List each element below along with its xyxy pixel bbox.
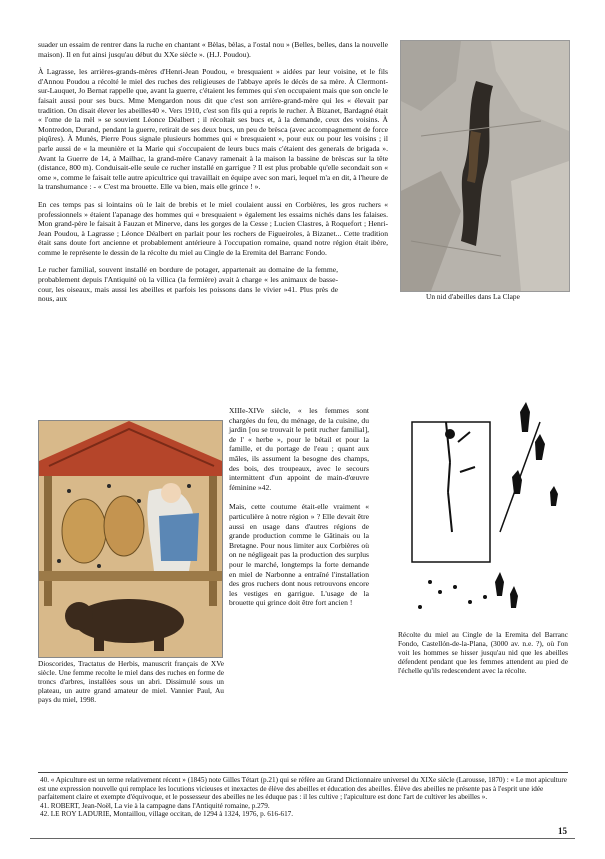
paragraph-4: Le rucher familial, souvent installé en bordure de potager, appartenait au domaine de la femme, probablement depuis l'Antiquité où la villica (la fermière) avait à charge « les animaux de basse-cour, les oiseaux, mais aussi les abeilles et parfois les poissons dans le vivier »41. Plus près de nous, aux <box>38 265 338 304</box>
honey-harvest-drawing <box>400 382 568 624</box>
footnote-41: 41. ROBERT, Jean-Noël, La vie à la campagne dans l'Antiquité romaine, p.279. <box>40 801 270 810</box>
paragraph-3: En ces temps pas si lointains où le lait de brebis et le miel coulaient aussi en Corbières, les gros ruchers « professionnels » étaient l'apanage des hommes qui « bresquaient » également les essaims nichés dans les falaises. Mon grand-père le faisait à Fauzan et Minerve, dans les gorges de la Cesse ; Lucien Clastres, à Roquefort ; Henri-Jean Poudou, à Lagrasse ; Léonce Déalbert en parlait pour les rochers de Figueiroles, à Bizanet... Cette tradition était sans doute fort ancienne et probablement antérieure à l'occupation romaine, quand notre région était ibère, comme le représente le dessin de la récolte du miel au Cingle de la Eremita del Barranc Fondo. <box>38 199 388 257</box>
rock-crevice-image <box>401 41 569 291</box>
paragraph-5: XIIIe-XIVe siècle, « les femmes sont chargées du feu, du ménage, de la cuisine, du jardin [ou se trouvait le petit rucher familial], de l' « herbe », pour le bétail et pour la famille, et du portage de l'eau ; quant aux mâles, ils assument la besogne des champs, des bois, des troupeaux, avec le secours intermittent d'un appoint de main-d'œuvre féminine »42. <box>229 406 369 492</box>
footnotes <box>38 772 568 819</box>
manuscript-caption: Dioscorides, Tractatus de Herbis, manuscrit français de XVe siècle. Une femme recolte le miel dans des ruches en forme de troncs d'arbres, installées sous un abri. Dissimulé sous un plateau, un autre grand amateur de miel. Vannier Paul, Au pays du miel, 1998. <box>38 659 224 704</box>
bottom-rule <box>30 838 575 839</box>
footnote-40: 40. « Apiculture est un terme relativement récent » (1845) note Gilles Tétart (p.21) qui se réfère au Grand Dictionnaire universel du XIXe siècle (Larousse, 1870) : « Le mot apiculture est une expression nouvelle qui remplace les locutions vicieuses et inexactes de élève des abeilles et éducation des abeilles. Élève des abeilles ne présente pas à l'esprit une idée parfaitement claire et exempte d'équivoque, et le possesseur des abeilles ne les éduque pas : il les cultive ; l'apiculture est donc l'art de cultiver les abeilles ». <box>38 776 567 802</box>
main-text-column <box>38 40 388 304</box>
bee-nest-photo <box>400 40 570 292</box>
footnote-42: 42. LE ROY LADURIE, Montaillou, village occitan, de 1294 à 1324, 1976, p. 616-617. <box>40 810 294 819</box>
footnote-rule <box>38 772 568 773</box>
drawing-caption: Récolte du miel au Cingle de la Eremita del Barranc Fondo, Castellón-de-la-Plana, (3000 av. n.e. ?), où l'on voit les hommes se hisser jusqu'au nid que les abeilles défendent pendant que les femmes attendent au pied de l'échelle qu'ils redescendent avec la récolte. <box>398 630 568 675</box>
paragraph-2: À Lagrasse, les arrières-grands-mères d'Henri-Jean Poudou, « bresquaient » aidées par leur voisine, et le fils d'Annou Poudou a récolté le miel des ruches des religieuses de l'abbaye après le décès de sa mère. À Clermont-sur-Lauquet, Jo Bernat rappelle que, avant la guerre, c'étaient les femmes qui s'en occupaient mais que son oncle le faisait aussi pour ses bucs. Mme Mengardon nous dit que c'est son arrière-grand-mère qui les « élevait par tradition. On disait élever les abeilles40 ». Vers 1910, c'est son fils qui a repris le rucher. À Bizanet, Bardagné était « l'ome de la mèl » se souvient Léonce Déalbert ; il récoltait ses bucs et, à la demande, ceux des voisins. À Montredon, Durand, pendant la guerre, retirait de ses deux bucs, un peu de brèsca (avec accompagnement de force piqûres). À Munès, Pierre Pous signale plusieurs hommes qui « bresquaient », pour eux ou pour les voisins ; il parle aussi de « la meunière et la Marie qui s'occupaient de leurs bucs mais c'étaient des generals de brigada ». Avant la Guerre de 14, à Mailhac, la grand-mère Canavy ramenait à la maison la bassine de brèscas sur la tête (distance, 800 m). Conduisait-elle seule ce rucher installé en garrigue ? Il est plus probable qu'elle secondait son « ome », comme le faisait telle autre apicultrice qui travaillait en équipe avec son mari, lequel m'a en dit, à l'heure de la transhumance : - « C'est ma brouette. Elle va bien, mais elle grince ! ». <box>38 67 388 192</box>
cave-painting-drawing <box>400 382 568 624</box>
wrapped-text-column <box>229 406 369 608</box>
manuscript-illustration <box>38 420 223 658</box>
beekeeping-miniature <box>39 421 222 657</box>
photo-caption: Un nid d'abeilles dans La Clape <box>426 292 520 301</box>
page-number: 15 <box>558 826 567 836</box>
paragraph-1: suader un essaim de rentrer dans la ruche en chantant « Bèlas, bèlas, a l'ostal nou » (Belles, belles, dans la nouvelle maison). Il en fut ainsi jusqu'au début du XXe siècle ». (H.J. Poudou). <box>38 40 388 59</box>
paragraph-6: Mais, cette coutume était-elle vraiment « particulière à notre région » ? Elle devait être aussi en usage dans d'autres régions de grande production comme le Gâtinais ou la Bretagne. Pour nous limiter aux Corbières où on ne négligeait pas la production des surplus pour le marché, longtemps la forte demande en miel de Narbonne a entraîné l'installation des gros ruchers dont nous retrouvons encore les vestiges en garrigue. L'usage de la brouette qui grince doit être fort ancien ! <box>229 502 369 608</box>
